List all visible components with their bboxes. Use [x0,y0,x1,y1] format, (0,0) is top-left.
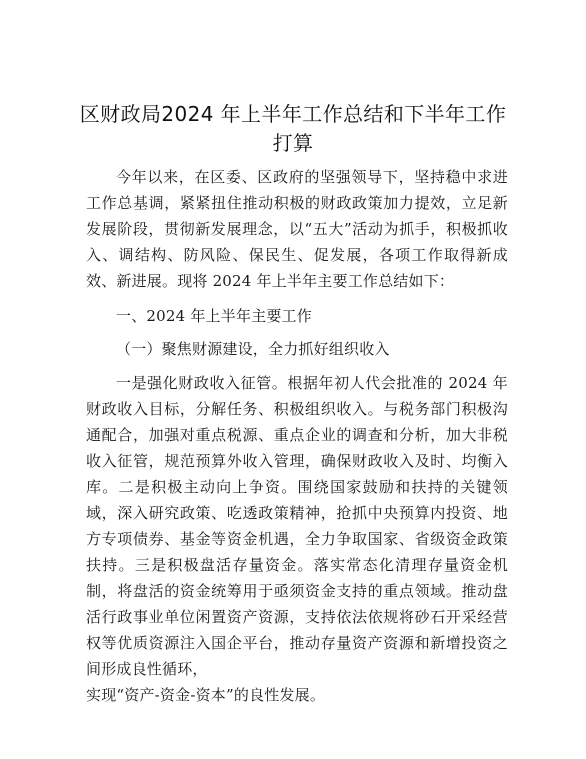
document-title [60,100,526,158]
title-line-1: 区财政局2024 年上半年工作总结和下半年工作 [79,102,507,126]
body-paragraph: 一是强化财政收入征管。根据年初人代会批准的 2024 年财政收入目标，分解任务、积极组织收入。与税务部门积极沟通配合，加强对重点税源、重点企业的调查和分析，加大非税收入征管，规范预算外收入管理，确保财政收入及时、均衡入库。二是积极主动向上争资。围绕国家鼓励和扶持的关键领域，深入研究政策、吃透政策精神，抢抓中央预算内投资、地方专项债券、基金等资金机遇，全力争取国家、省级资金政策扶持。三是积极盘活存量资金。落实常态化清理存量资金机制，将盘活的资金统筹用于亟须资金支持的重点领域。推动盘活行政事业单位闲置资产资源，支持依法依规将砂石开采经营权等优质资源注入国企平台，推动存量资产资源和新增投资之间形成良性循环， [86,374,508,678]
title-line-2: 打算 [272,131,314,155]
section-heading: 一、2024 年上半年主要工作 [116,307,312,325]
intro-paragraph: 今年以来，在区委、区政府的坚强领导下，坚持稳中求进工作总基调，紧紧扭住推动积极的财政政策加力提效，立足新发展阶段，贯彻新发展理念，以“五大”活动为抓手，积极抓收入、调结构、防风险、保民生、促发展，各项工作取得新成效、新进展。现将 2024 年上半年主要工作总结如下： [86,168,508,290]
body-paragraph-last-line: 实现“资产-资金-资本”的良性发展。 [86,686,326,704]
document-body [86,164,508,708]
subsection-heading: （一）聚焦财源建设，全力抓好组织收入 [116,340,390,358]
